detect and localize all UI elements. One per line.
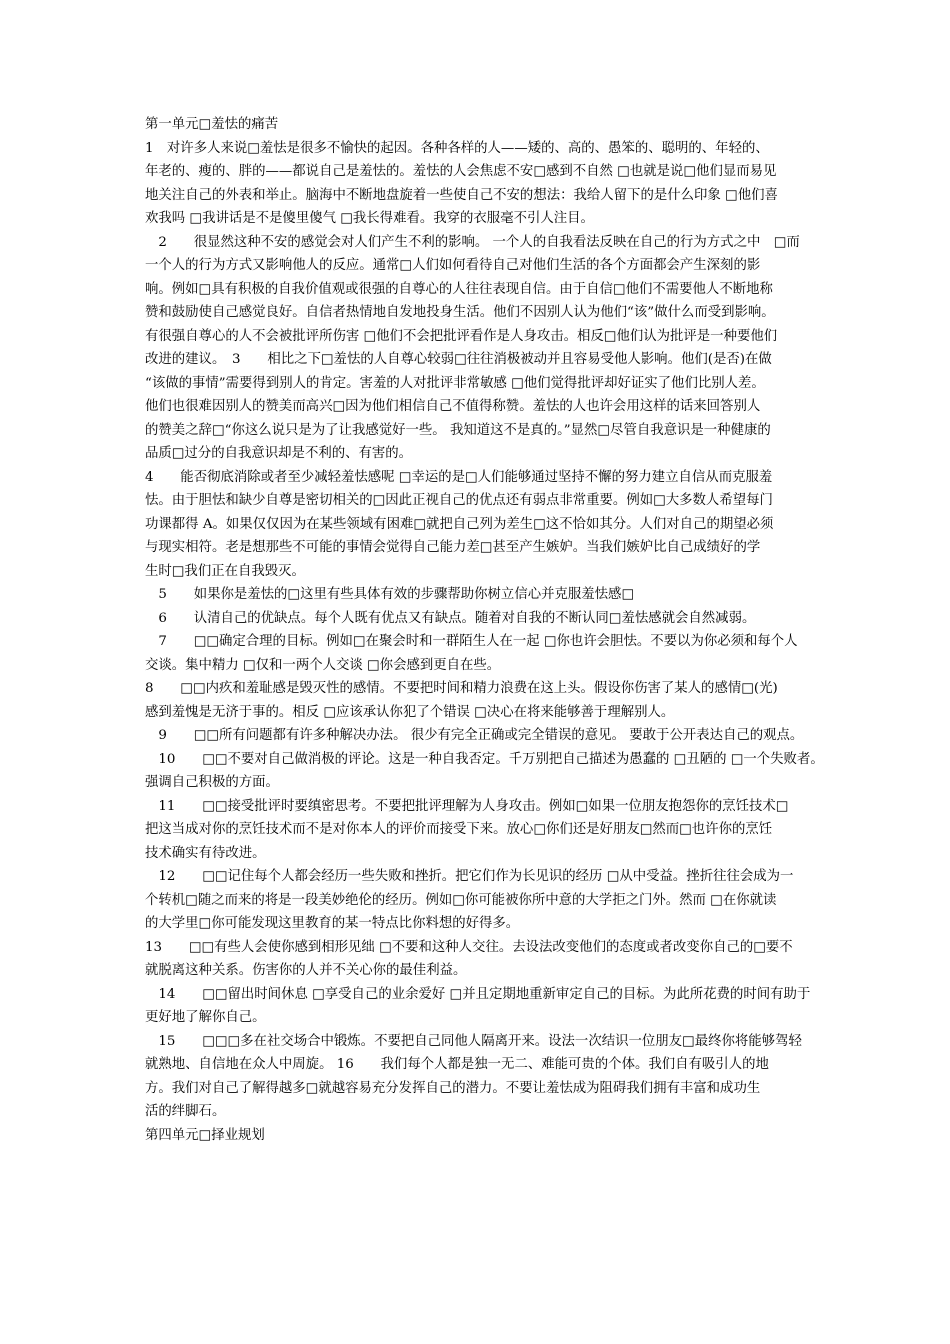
text-line: 方。我们对自己了解得越多□就越容易充分发挥自己的潜力。不要让羞怯成为阻碍我们拥有丰富和成功生	[145, 1080, 761, 1096]
text-line: 2 很显然这种不安的感觉会对人们产生不利的影响。 一个人的自我看法反映在自己的行为方式之中 □而	[145, 234, 800, 250]
text-line: 13 □□有些人会使你感到相形见绌 □不要和这种人交往。去设法改变他们的态度或者改变你自己的□要不	[145, 939, 793, 955]
text-line: “该做的事情”需要得到别人的肯定。害羞的人对批评非常敏感 □他们觉得批评却好证实了他们比别人差。	[145, 375, 765, 391]
text-line: 15 □□□多在社交场合中锻炼。不要把自己同他人隔离开来。设法一次结识一位朋友□最终你将能够驾轻	[145, 1033, 802, 1049]
text-line: 怯。由于胆怯和缺少自尊是密切相关的□因此正视自己的优点还有弱点非常重要。例如□大多数人希望每门	[145, 493, 773, 508]
text-line: 12 □□记住每个人都会经历一些失败和挫折。把它们作为长见识的经历 □从中受益。挫折往往会成为一	[145, 869, 794, 884]
text-line: 一个人的行为方式又影响他人的反应。通常□人们如何看待自己对他们生活的各个方面都会产生深刻的影	[145, 258, 761, 273]
text-line: 与现实相符。老是想那些不可能的事情会觉得自己能力差□甚至产生嫉妒。当我们嫉妒比自己成绩好的学	[145, 540, 761, 555]
text-line: 8 □□内疚和羞耻感是毁灭性的感情。不要把时间和精力浪费在这上头。假设你伤害了某人的感情□(光)	[145, 681, 778, 696]
text-line: 地关注自己的外表和举止。脑海中不断地盘旋着一些使自己不安的想法：我给人留下的是什么印象 □他们喜	[145, 187, 778, 203]
text-line: 改进的建议。 3 相比之下□羞怯的人自尊心较弱□往往消极被动并且容易受他人影响。他们(是否)在做	[145, 352, 772, 367]
text-line: 响。例如□具有积极的自我价值观或很强的自尊心的人往往表现自信。由于自信□他们不需要他人不断地称	[145, 281, 773, 297]
text-line: 就脱离这种关系。伤害你的人并不关心你的最佳利益。	[145, 963, 467, 978]
text-line: 就熟地、自信地在众人中周旋。 16 我们每个人都是独一无二、难能可贵的个体。我们自有吸引人的地	[145, 1057, 769, 1072]
text-line: 活的绊脚石。	[145, 1104, 226, 1119]
text-line: 生时□我们正在自我毁灭。	[145, 563, 305, 579]
text-line: 的大学里□你可能发现这里教育的某一特点比你料想的好得多。	[145, 916, 520, 931]
text-line: 品质□过分的自我意识却是不利的、有害的。	[145, 446, 413, 461]
text-line: 14 □□留出时间休息 □享受自己的业余爱好 □并且定期地重新审定自己的目标。为此所花费的时间有助于	[145, 986, 811, 1002]
text-line: 把这当成对你的烹饪技术而不是对你本人的评价而接受下来。放心□你们还是好朋友□然而□也许你的烹饪	[145, 822, 773, 837]
text-line: 技术确实有待改进。	[145, 845, 266, 861]
text-line: 5 如果你是羞怯的□这里有些具体有效的步骤帮助你树立信心并克服羞怯感□	[145, 587, 635, 602]
text-line: 4 能否彻底消除或者至少减轻羞怯感呢 □幸运的是□人们能够通过坚持不懈的努力建立自信从而克服羞	[145, 469, 773, 485]
text-line: 11 □□接受批评时要缜密思考。不要把批评理解为人身攻击。例如□如果一位朋友抱怨你的烹饪技术□	[145, 798, 789, 814]
document-page	[145, 113, 824, 1147]
unit-heading: 第四单元□择业规划	[145, 1127, 265, 1143]
text-line: 1 对许多人来说□羞怯是很多不愉快的起因。各种各样的人——矮的、高的、愚笨的、聪明的、年轻的、	[145, 140, 769, 156]
text-line: 年老的、瘦的、胖的——都说自己是羞怯的。羞怯的人会焦虑不安□感到不自然 □也就是说□他们显而易见	[145, 164, 777, 179]
text-line: 感到羞愧是无济于事的。相反 □应该承认你犯了个错误 □决心在将来能够善于理解别人。	[145, 704, 675, 720]
text-line: 功课都得 A。如果仅仅因为在某些领域有困难□就把自己列为差生□这不恰如其分。人们对自己的期望必须	[145, 516, 774, 532]
text-line: 6 认清自己的优缺点。每个人既有优点又有缺点。随着对自我的不断认同□羞怯感就会自然减弱。	[145, 610, 756, 626]
text-line: 个转机□随之而来的将是一段美妙绝伦的经历。例如□你可能被你所中意的大学拒之门外。然而 □在你就读	[145, 892, 777, 908]
text-line: 赞和鼓励使自己感觉良好。自信者热情地自发地投身生活。他们不因别人认为他们“该”做什么而受到影响。	[145, 305, 775, 320]
text-line: 更好地了解你自己。	[145, 1010, 266, 1025]
unit-heading: 第一单元□羞怯的痛苦	[145, 117, 279, 132]
text-line: 7 □□确定合理的目标。例如□在聚会时和一群陌生人在一起 □你也许会胆怯。不要以为你必须和每个人	[145, 634, 798, 649]
text-line: 欢我吗 □我讲话是不是傻里傻气 □我长得难看。我穿的衣服毫不引人注目。	[145, 211, 594, 226]
text-line: 有很强自尊心的人不会被批评所伤害 □他们不会把批评看作是人身攻击。相反□他们认为批评是一种要他们	[145, 328, 778, 344]
text-line: 10 □□不要对自己做消极的评论。这是一种自我否定。千万别把自己描述为愚蠢的 □丑陋的 □一个失败者。	[145, 751, 824, 767]
text-line: 的赞美之辞□“你这么说只是为了让我感觉好一些。 我知道这不是真的。”显然□尽管自我意识是一种健康的	[145, 422, 771, 438]
text-line: 强调自己积极的方面。	[145, 775, 279, 790]
text-line: 他们也很难因别人的赞美而高兴□因为他们相信自己不值得称赞。羞怯的人也许会用这样的话来回答别人	[145, 399, 761, 414]
text-line: 9 □□所有问题都有许多种解决办法。 很少有完全正确或完全错误的意见。 要敢于公开表达自己的观点。	[145, 728, 804, 743]
text-line: 交谈。集中精力 □仅和一两个人交谈 □你会感到更自在些。	[145, 657, 501, 673]
